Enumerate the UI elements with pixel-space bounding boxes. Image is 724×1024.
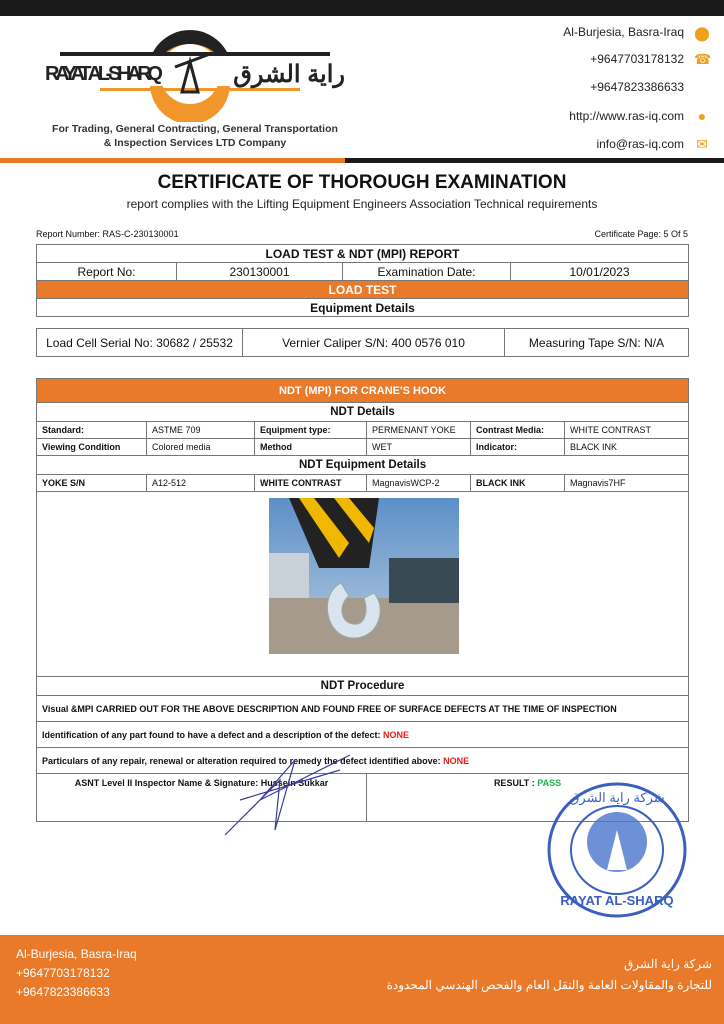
load-test-header: LOAD TEST xyxy=(37,281,689,299)
ndt-header: NDT (MPI) FOR CRANE'S HOOK xyxy=(37,379,689,403)
footer-arabic-tagline: للتجارة والمقاولات العامة والنقل العام والفحص الهندسي المحدودة xyxy=(386,978,712,992)
defect-identification xyxy=(37,722,689,748)
ndt-procedure-header: NDT Procedure xyxy=(37,677,689,696)
result-value: PASS xyxy=(537,778,562,788)
result-label: RESULT : xyxy=(493,778,538,788)
phone-icon: ☎ xyxy=(694,51,712,67)
measuring-tape-serial: Measuring Tape S/N: N/A xyxy=(505,329,689,357)
contact-phone-1: +9647703178132 xyxy=(590,52,684,66)
defect-identification-label: Identification of any part found to have a defect and a description of the defect: xyxy=(42,729,384,740)
cell: Method xyxy=(255,439,367,456)
tagline-line-1: For Trading, General Contracting, General Transportation xyxy=(52,123,338,135)
footer-arabic-name: شركة راية الشرق xyxy=(623,957,712,971)
cell: Viewing Condition xyxy=(37,439,147,456)
cell: ASTME 709 xyxy=(147,422,255,439)
cell: BLACK INK xyxy=(471,475,565,492)
exam-date-label: Examination Date: xyxy=(343,263,511,281)
cell: Contrast Media: xyxy=(471,422,565,439)
svg-text:RAYAT AL-SHARQ: RAYAT AL-SHARQ xyxy=(560,893,674,908)
contact-website[interactable]: http://www.ras-iq.com xyxy=(569,109,684,123)
equipment-details-header: Equipment Details xyxy=(37,299,689,317)
defect-identification-value: NONE xyxy=(383,729,410,740)
ndt-details-header: NDT Details xyxy=(37,403,689,422)
inspector-signature-cell: ASNT Level II Inspector Name & Signature: Hussein Sukkar xyxy=(37,774,367,822)
contact-phone-2: +9647823386633 xyxy=(590,80,684,94)
load-cell-serial: Load Cell Serial No: 30682 / 25532 xyxy=(37,329,243,357)
svg-text:راية الشرق: راية الشرق xyxy=(233,61,345,88)
cell: YOKE S/N xyxy=(37,475,147,492)
report-heading: LOAD TEST & NDT (MPI) REPORT xyxy=(37,245,689,263)
cell: WET xyxy=(367,439,471,456)
report-number: Report Number: RAS-C-230130001 xyxy=(36,229,179,239)
divider-orange xyxy=(0,158,345,163)
cell: Magnavis7HF xyxy=(565,475,689,492)
company-stamp xyxy=(545,780,690,920)
repair-particulars-label: Particulars of any repair, renewal or alteration required to remedy the defect identified above: xyxy=(42,755,444,766)
report-no-value: 230130001 xyxy=(177,263,343,281)
envelope-icon: ✉ xyxy=(696,136,708,152)
cell: Indicator: xyxy=(471,439,565,456)
company-logo xyxy=(40,22,350,122)
ndt-table xyxy=(36,378,689,822)
contact-email[interactable]: info@ras-iq.com xyxy=(596,137,684,151)
footer xyxy=(0,935,724,1024)
footer-phone-2: +9647823386633 xyxy=(16,985,110,999)
equipment-row xyxy=(36,328,689,357)
cell: Standard: xyxy=(37,422,147,439)
inspector-signature xyxy=(220,740,360,840)
photo-cell xyxy=(37,492,689,677)
globe-icon: ● xyxy=(697,108,707,124)
certificate-page: Certificate Page: 5 Of 5 xyxy=(594,229,688,239)
vernier-caliper-serial: Vernier Caliper S/N: 400 0576 010 xyxy=(243,329,505,357)
cell: MagnavisWCP-2 xyxy=(367,475,471,492)
cell: WHITE CONTRAST xyxy=(255,475,367,492)
cell: WHITE CONTRAST xyxy=(565,422,689,439)
repair-particulars xyxy=(37,748,689,774)
report-no-label: Report No: xyxy=(37,263,177,281)
certificate-title: CERTIFICATE OF THOROUGH EXAMINATION xyxy=(157,172,567,193)
footer-address: Al-Burjesia, Basra-Iraq xyxy=(16,947,137,961)
exam-date-value: 10/01/2023 xyxy=(511,263,689,281)
cell: PERMENANT YOKE xyxy=(367,422,471,439)
svg-text:شركة راية الشرق: شركة راية الشرق xyxy=(569,790,665,805)
cell: Colored media xyxy=(147,439,255,456)
divider-black xyxy=(345,158,724,163)
contact-address: Al-Burjesia, Basra-Iraq xyxy=(563,25,684,39)
cell: A12-512 xyxy=(147,475,255,492)
cell: BLACK INK xyxy=(565,439,689,456)
top-bar xyxy=(0,0,724,16)
tagline-line-2: & Inspection Services LTD Company xyxy=(103,137,287,149)
load-test-table xyxy=(36,244,689,317)
svg-text:RAYAT AL-SHARQ: RAYAT AL-SHARQ xyxy=(45,63,163,85)
procedure-statement: Visual &MPI CARRIED OUT FOR THE ABOVE DESCRIPTION AND FOUND FREE OF SURFACE DEFECTS AT THE TIME OF INSPECTION xyxy=(37,696,689,722)
crane-hook-photo xyxy=(269,498,459,654)
footer-phone-1: +9647703178132 xyxy=(16,966,110,980)
cell: Equipment type: xyxy=(255,422,367,439)
location-pin-icon: ⬤ xyxy=(694,25,710,41)
repair-particulars-value: NONE xyxy=(443,755,470,766)
ndt-equipment-header: NDT Equipment Details xyxy=(37,456,689,475)
certificate-subtitle: report complies with the Lifting Equipment Engineers Association Technical requirements xyxy=(126,197,598,211)
